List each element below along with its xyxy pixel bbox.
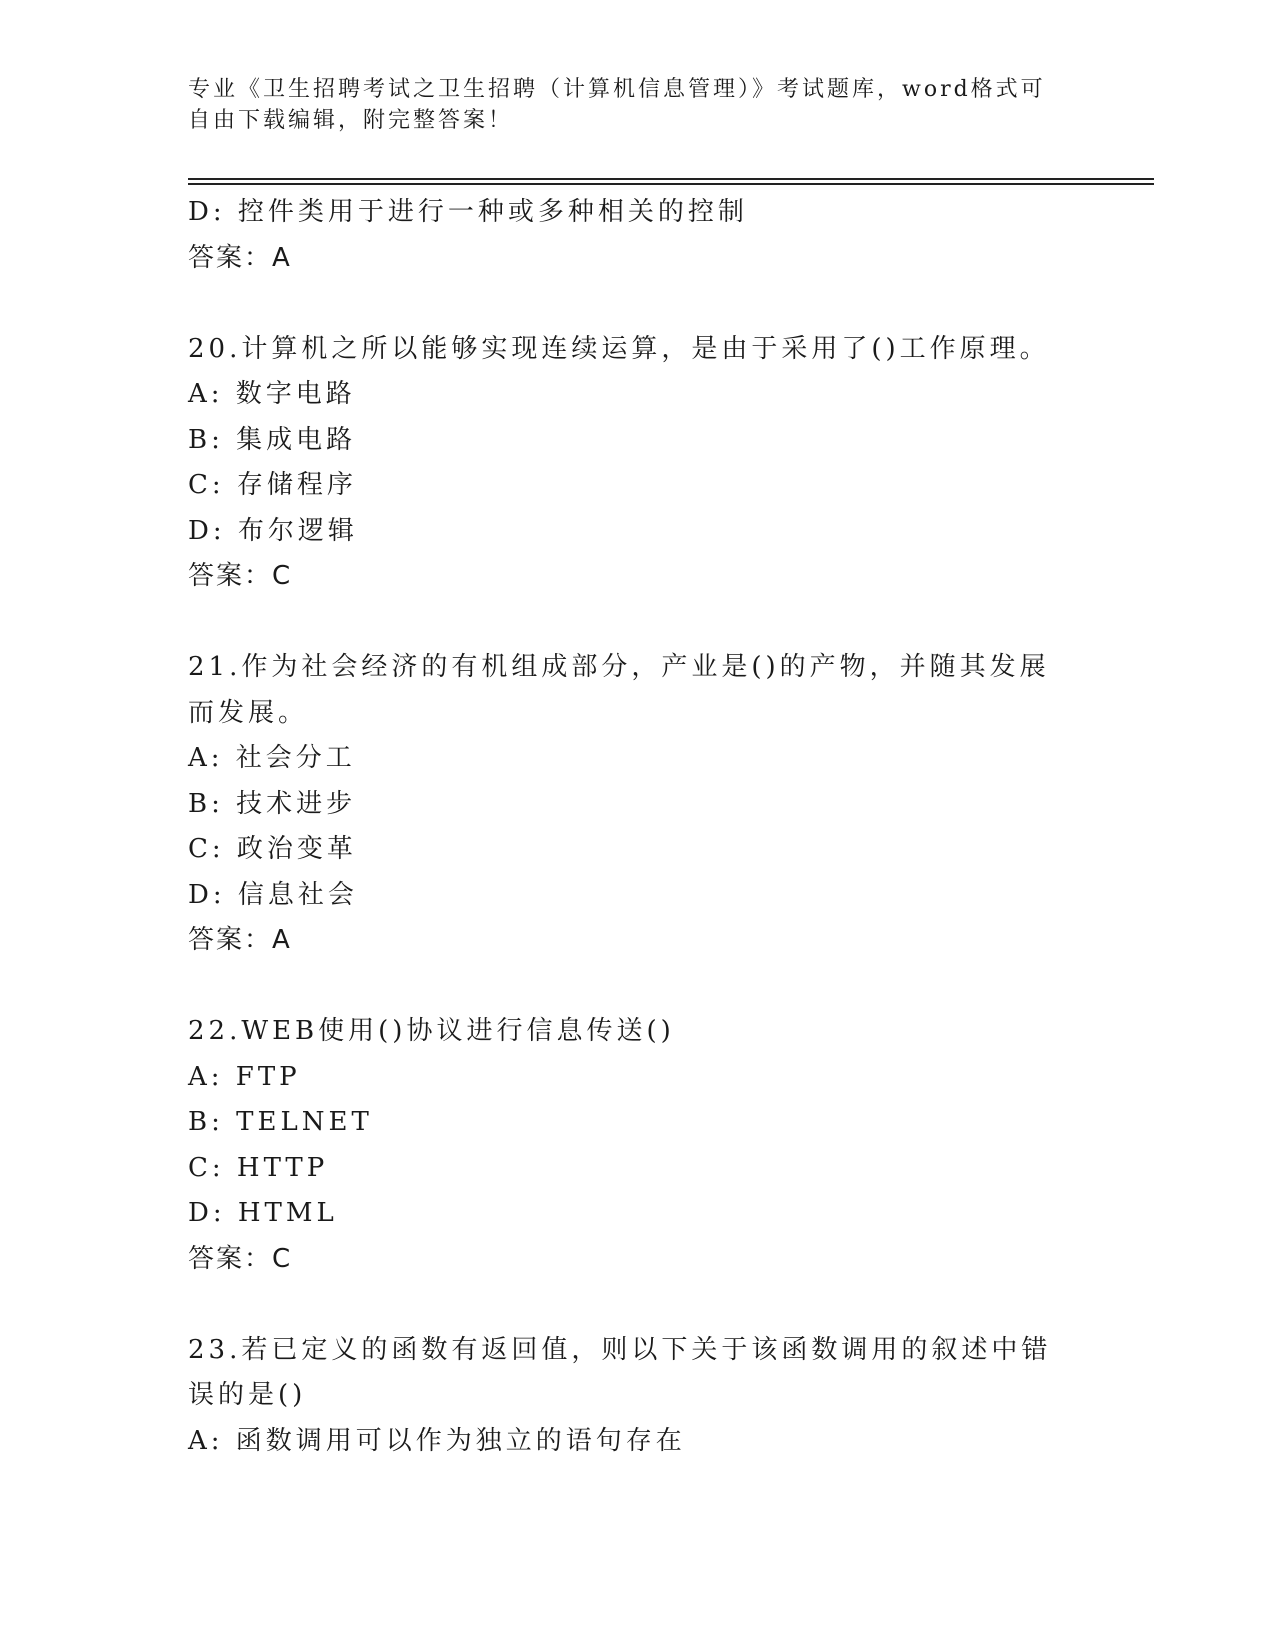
answer: 答案：C <box>188 1243 293 1274</box>
option-b: B: TELNET <box>188 1107 373 1137</box>
option-b: B: 集成电路 <box>188 424 357 455</box>
option-c: C: 存储程序 <box>188 470 357 500</box>
question-stem: 23.若已定义的函数有返回值，则以下关于该函数调用的叙述中错误的是() <box>188 1334 1052 1410</box>
document-header: 专业《卫生招聘考试之卫生招聘（计算机信息管理）》考试题库，word格式可自由下载编辑，附完整答案！ <box>188 77 1046 133</box>
question-23 <box>188 1328 1088 1465</box>
question-stem: 21.作为社会经济的有机组成部分，产业是()的产物，并随其发展而发展。 <box>188 652 1050 728</box>
question-stem: 20.计算机之所以能够实现连续运算，是由于采用了()工作原理。 <box>188 333 1050 364</box>
answer: 答案：A <box>188 925 292 955</box>
question-stem: 22.WEB使用()协议进行信息传送() <box>188 1016 675 1046</box>
question-21 <box>188 645 1088 964</box>
header-rule-top <box>188 178 1154 180</box>
option-a: A: 数字电路 <box>188 379 356 409</box>
option-d: D: 信息社会 <box>188 879 358 910</box>
option-c: C: HTTP <box>188 1152 329 1183</box>
option-d: D: HTML <box>188 1198 338 1228</box>
option-a: A: 社会分工 <box>188 743 356 773</box>
option-a: A: 函数调用可以作为独立的语句存在 <box>188 1425 686 1456</box>
option-b: B: 技术进步 <box>188 788 357 819</box>
question-list <box>188 190 1088 1464</box>
question-22 <box>188 1009 1088 1282</box>
header-rule-bottom <box>188 183 1154 185</box>
answer: 答案：A <box>188 242 292 273</box>
option-d: D: 布尔逻辑 <box>188 515 358 546</box>
option-d: D: 控件类用于进行一种或多种相关的控制 <box>188 197 748 227</box>
answer: 答案：C <box>188 561 293 591</box>
question-20 <box>188 327 1088 600</box>
option-c: C: 政治变革 <box>188 834 357 864</box>
option-a: A: FTP <box>188 1061 301 1092</box>
